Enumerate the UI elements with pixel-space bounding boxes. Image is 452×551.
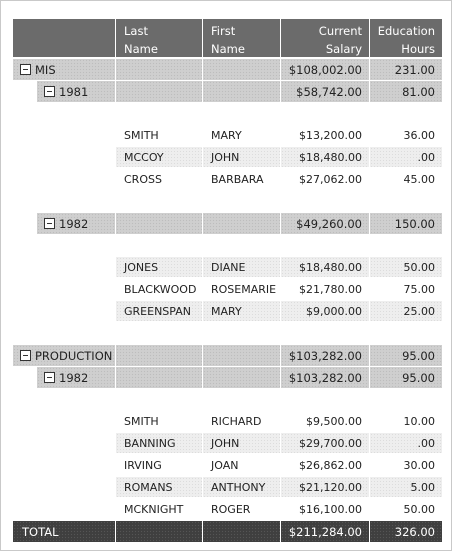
salary-cell: $13,200.00 bbox=[299, 128, 362, 142]
total-hours: 326.00 bbox=[370, 521, 442, 542]
salary-cell: $29,700.00 bbox=[281, 433, 369, 453]
header-first-name-line1: First bbox=[211, 24, 236, 38]
hours-cell: 50.00 bbox=[403, 502, 435, 516]
subgroup-hours-total: 150.00 bbox=[370, 213, 442, 234]
table-row bbox=[1, 477, 452, 497]
subgroup-label: 1982 bbox=[59, 216, 89, 231]
empty-cell bbox=[116, 367, 202, 388]
total-label: TOTAL bbox=[13, 521, 115, 542]
last-name-cell: IRVING bbox=[124, 458, 162, 472]
salary-cell: $18,480.00 bbox=[281, 257, 369, 277]
hours-cell: 25.00 bbox=[370, 301, 442, 321]
header-education-hours-line2: Hours bbox=[401, 42, 435, 56]
last-name-cell: MCKNIGHT bbox=[124, 502, 184, 516]
last-name-cell: BANNING bbox=[116, 433, 202, 453]
group-salary-total: $103,282.00 bbox=[281, 345, 369, 366]
empty-cell bbox=[203, 345, 280, 366]
subgroup-hours-total: 95.00 bbox=[370, 367, 442, 388]
hours-cell: 75.00 bbox=[403, 282, 435, 296]
grand-total-row bbox=[1, 521, 452, 542]
empty-cell bbox=[116, 81, 202, 102]
first-name-cell: DIANE bbox=[203, 257, 280, 277]
empty-cell bbox=[203, 213, 280, 234]
total-salary: $211,284.00 bbox=[281, 521, 369, 542]
salary-cell: $21,120.00 bbox=[281, 477, 369, 497]
first-name-cell: JOHN bbox=[203, 433, 280, 453]
group-row-production bbox=[1, 345, 452, 366]
last-name-cell: MCCOY bbox=[116, 147, 202, 167]
header-first-name[interactable] bbox=[203, 19, 280, 57]
table-row bbox=[1, 279, 452, 299]
table-row bbox=[1, 125, 452, 145]
subgroup-label: 1981 bbox=[59, 84, 89, 99]
last-name-cell: ROMANS bbox=[116, 477, 202, 497]
hours-cell: 30.00 bbox=[403, 458, 435, 472]
table-row bbox=[1, 301, 452, 321]
collapse-icon[interactable] bbox=[44, 218, 55, 229]
hours-cell: 5.00 bbox=[370, 477, 442, 497]
first-name-cell: MARY bbox=[203, 301, 280, 321]
last-name-cell: CROSS bbox=[124, 172, 162, 186]
salary-cell: $9,000.00 bbox=[281, 301, 369, 321]
first-name-cell: ROSEMARIE bbox=[211, 282, 277, 296]
hours-cell: 45.00 bbox=[403, 172, 435, 186]
header-last-name-line2: Name bbox=[124, 42, 158, 56]
header-group-cell bbox=[13, 19, 115, 57]
last-name-cell: SMITH bbox=[124, 414, 159, 428]
subgroup-label: 1982 bbox=[59, 370, 89, 385]
last-name-cell: SMITH bbox=[124, 128, 159, 142]
group-row-mis bbox=[1, 59, 452, 80]
table-row bbox=[1, 169, 452, 189]
table-row bbox=[1, 455, 452, 475]
empty-cell bbox=[203, 521, 280, 542]
last-name-cell: JONES bbox=[116, 257, 202, 277]
first-name-cell: ROGER bbox=[211, 502, 251, 516]
first-name-cell: JOAN bbox=[211, 458, 239, 472]
subgroup-row-mis-1982 bbox=[1, 213, 452, 234]
hours-cell: 50.00 bbox=[370, 257, 442, 277]
empty-cell bbox=[116, 521, 202, 542]
hours-cell: .00 bbox=[370, 433, 442, 453]
first-name-cell: RICHARD bbox=[211, 414, 262, 428]
group-label-cell bbox=[13, 59, 115, 80]
group-hours-total: 231.00 bbox=[370, 59, 442, 80]
salary-cell: $21,780.00 bbox=[299, 282, 362, 296]
header-last-name-line1: Last bbox=[124, 24, 148, 38]
header-first-name-line2: Name bbox=[211, 42, 245, 56]
salary-cell: $16,100.00 bbox=[299, 502, 362, 516]
salary-cell: $18,480.00 bbox=[281, 147, 369, 167]
collapse-icon[interactable] bbox=[44, 372, 55, 383]
header-education-hours-line1: Education bbox=[377, 24, 435, 38]
salary-cell: $9,500.00 bbox=[306, 414, 362, 428]
hours-cell: 36.00 bbox=[403, 128, 435, 142]
group-label-cell bbox=[13, 345, 115, 366]
hours-cell: .00 bbox=[370, 147, 442, 167]
empty-cell bbox=[203, 367, 280, 388]
group-hours-total: 95.00 bbox=[370, 345, 442, 366]
header-current-salary[interactable] bbox=[281, 19, 369, 57]
group-salary-total: $108,002.00 bbox=[281, 59, 369, 80]
table-row bbox=[1, 147, 452, 167]
subgroup-salary-total: $49,260.00 bbox=[281, 213, 369, 234]
table-row bbox=[1, 499, 452, 519]
subgroup-row-mis-1981 bbox=[1, 81, 452, 102]
group-label: MIS bbox=[35, 62, 56, 77]
header-current-salary-line2: Salary bbox=[325, 42, 362, 56]
empty-cell bbox=[116, 345, 202, 366]
table-row bbox=[1, 433, 452, 453]
collapse-icon[interactable] bbox=[20, 64, 31, 75]
column-header-row bbox=[1, 19, 452, 57]
collapse-icon[interactable] bbox=[20, 350, 31, 361]
header-last-name[interactable] bbox=[116, 19, 202, 57]
hours-cell: 10.00 bbox=[403, 414, 435, 428]
group-label: PRODUCTION bbox=[35, 348, 113, 363]
subgroup-label-cell bbox=[37, 367, 115, 388]
subgroup-salary-total: $103,282.00 bbox=[281, 367, 369, 388]
last-name-cell: BLACKWOOD bbox=[124, 282, 197, 296]
subgroup-salary-total: $58,742.00 bbox=[281, 81, 369, 102]
first-name-cell: ANTHONY bbox=[203, 477, 280, 497]
first-name-cell: BARBARA bbox=[211, 172, 264, 186]
empty-cell bbox=[203, 59, 280, 80]
subgroup-label-cell bbox=[37, 81, 115, 102]
first-name-cell: MARY bbox=[211, 128, 242, 142]
header-current-salary-line1: Current bbox=[318, 24, 362, 38]
subgroup-hours-total: 81.00 bbox=[370, 81, 442, 102]
salary-cell: $26,862.00 bbox=[299, 458, 362, 472]
empty-cell bbox=[116, 213, 202, 234]
subgroup-label-cell bbox=[37, 213, 115, 234]
first-name-cell: JOHN bbox=[203, 147, 280, 167]
table-row bbox=[1, 257, 452, 277]
empty-cell bbox=[116, 59, 202, 80]
subgroup-row-production-1982 bbox=[1, 367, 452, 388]
collapse-icon[interactable] bbox=[44, 86, 55, 97]
empty-cell bbox=[203, 81, 280, 102]
last-name-cell: GREENSPAN bbox=[116, 301, 202, 321]
salary-cell: $27,062.00 bbox=[299, 172, 362, 186]
header-education-hours[interactable] bbox=[370, 19, 442, 57]
table-row bbox=[1, 411, 452, 431]
